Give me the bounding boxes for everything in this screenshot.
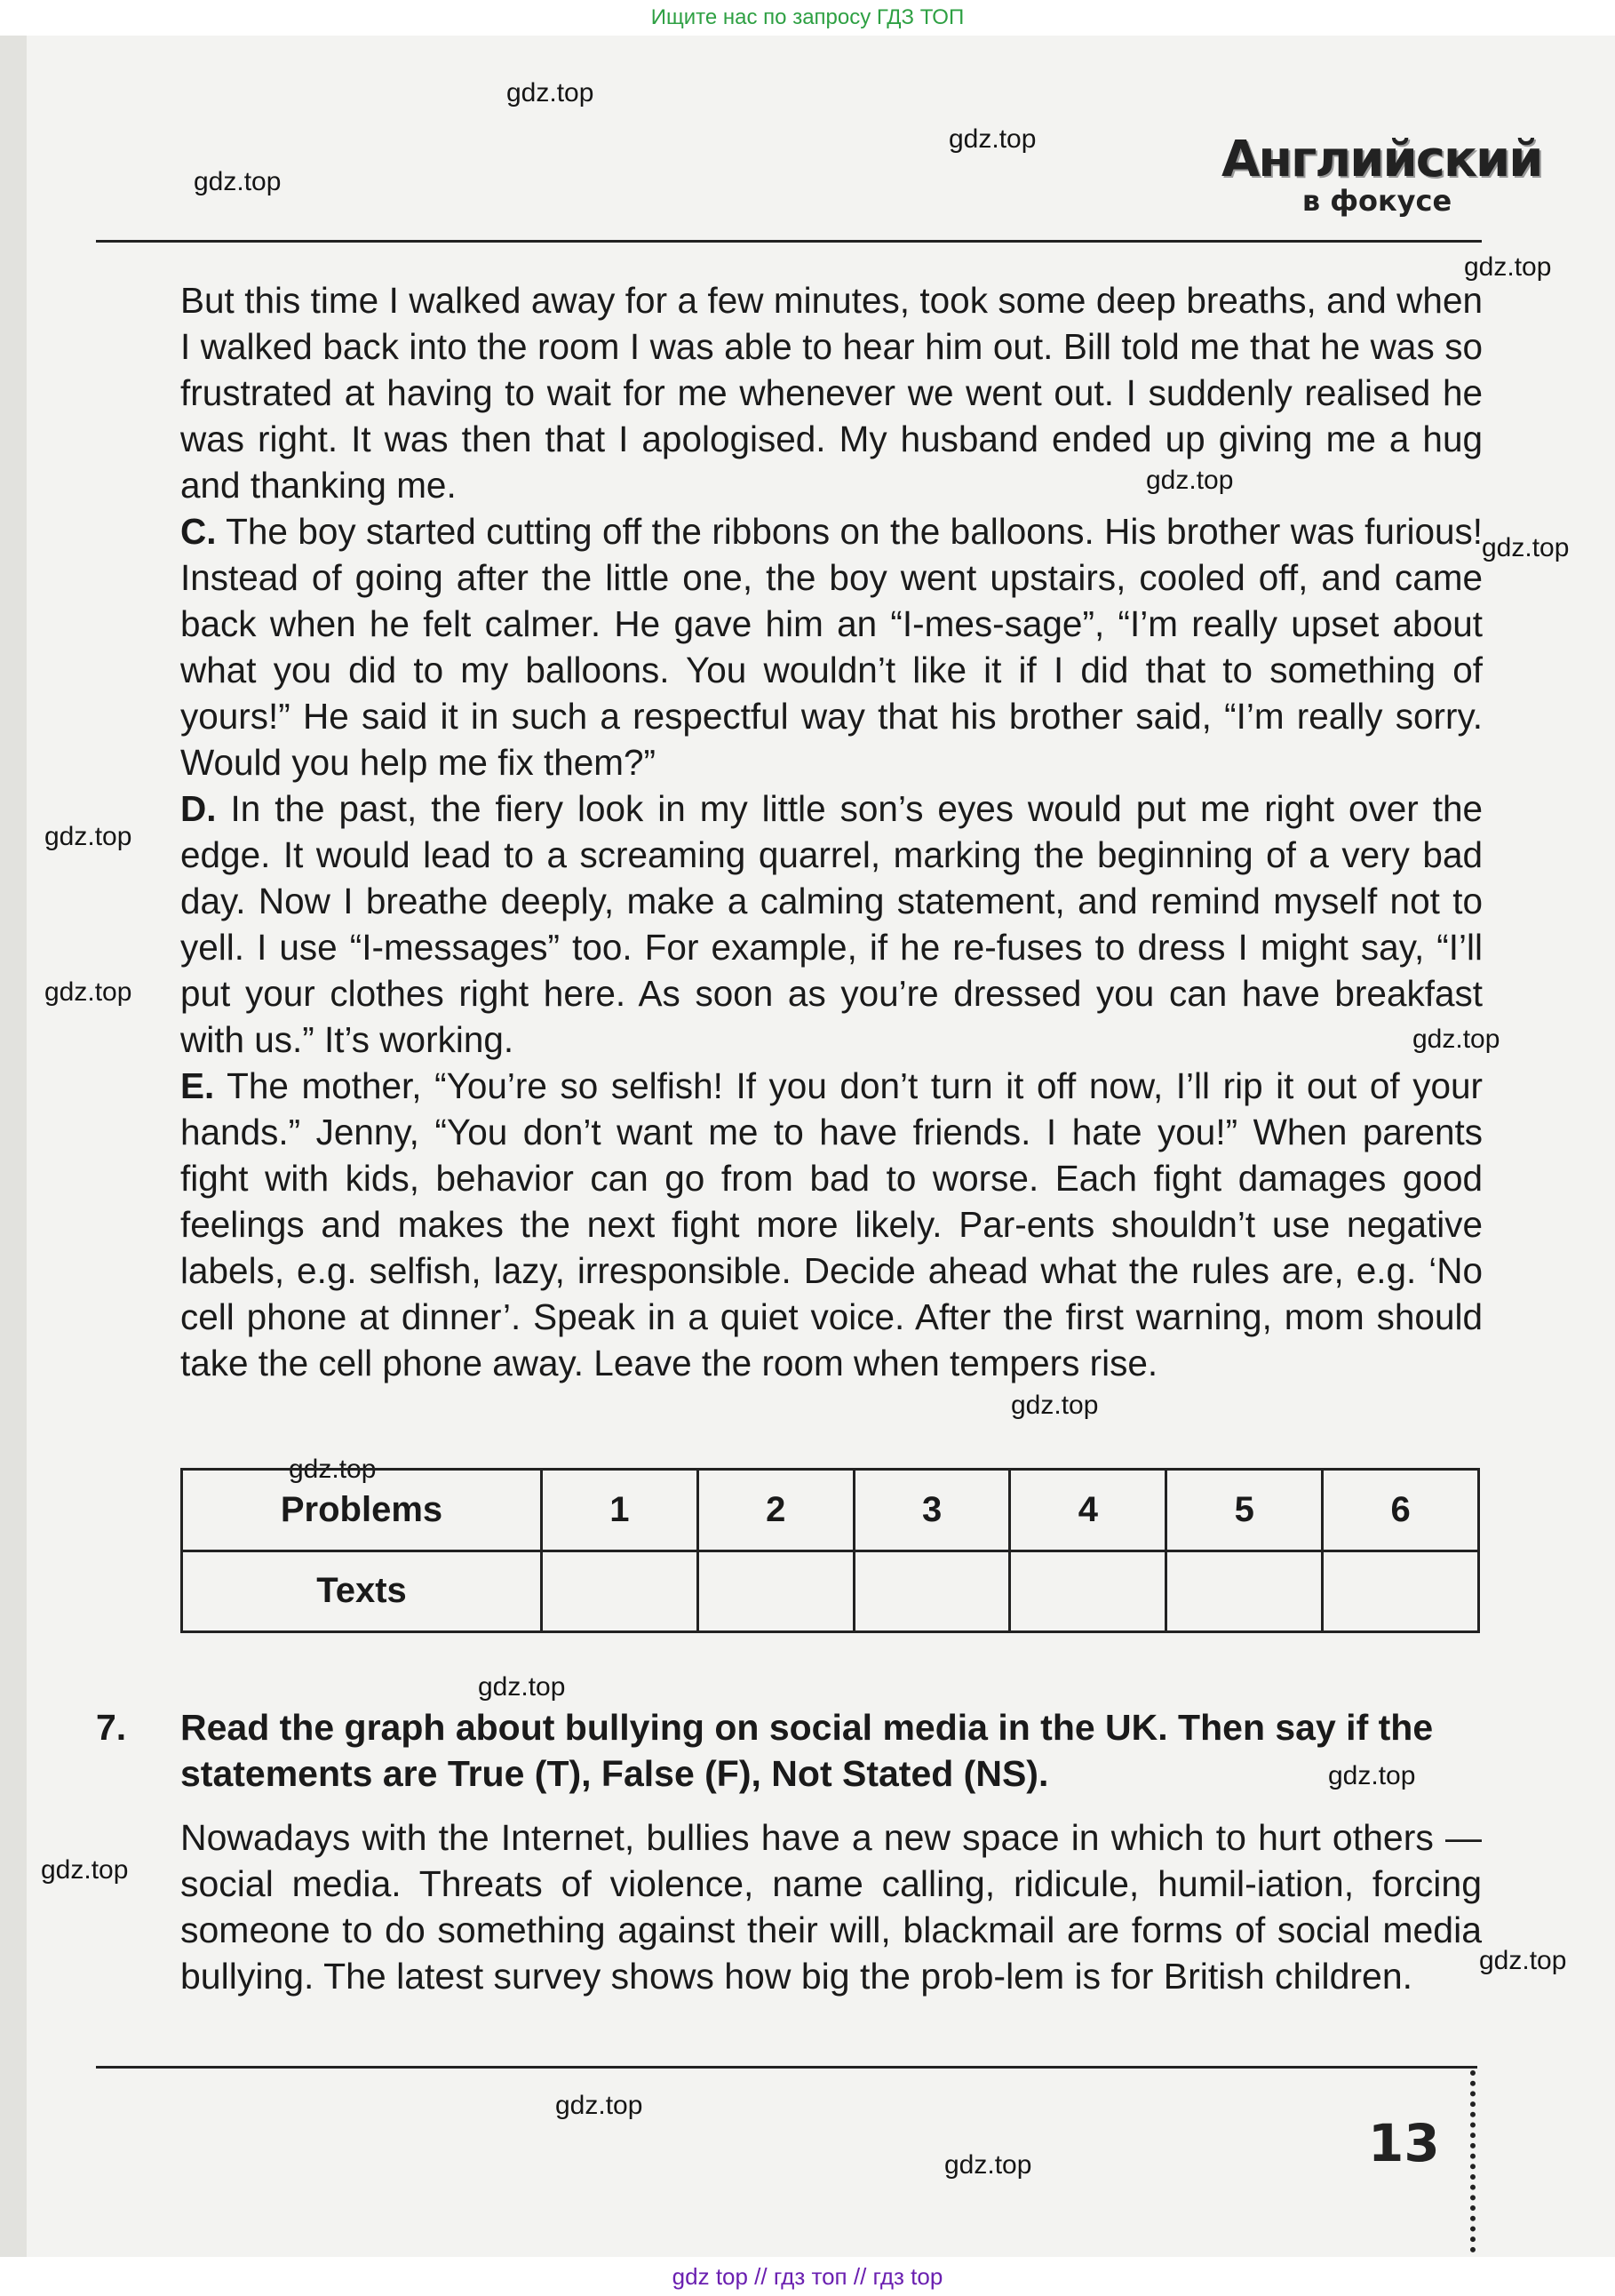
watermark: gdz.top bbox=[506, 78, 594, 108]
answer-cell[interactable] bbox=[697, 1551, 854, 1632]
reading-text bbox=[180, 277, 1483, 1386]
column-header: 2 bbox=[697, 1470, 854, 1551]
watermark: gdz.top bbox=[1328, 1761, 1416, 1790]
column-header: 4 bbox=[1010, 1470, 1166, 1551]
answer-cell[interactable] bbox=[1323, 1551, 1479, 1632]
watermark: gdz.top bbox=[1464, 252, 1552, 282]
answer-cell[interactable] bbox=[1166, 1551, 1323, 1632]
paragraph-c-label: C. bbox=[180, 511, 217, 552]
watermark: gdz.top bbox=[1011, 1391, 1099, 1420]
paragraph-d bbox=[180, 785, 1483, 1063]
table-row-problems bbox=[182, 1470, 1479, 1551]
watermark: gdz.top bbox=[944, 2150, 1032, 2180]
answer-cell[interactable] bbox=[854, 1551, 1010, 1632]
watermark: gdz.top bbox=[478, 1672, 566, 1702]
answer-cell[interactable] bbox=[1010, 1551, 1166, 1632]
row-label-texts: Texts bbox=[182, 1551, 542, 1632]
watermark: gdz.top bbox=[194, 167, 282, 196]
watermark: gdz.top bbox=[1146, 466, 1234, 495]
watermark: gdz.top bbox=[1482, 533, 1570, 562]
watermark: gdz.top bbox=[949, 124, 1037, 154]
page-number: 13 bbox=[1368, 2113, 1440, 2173]
header-rule bbox=[96, 240, 1482, 243]
paragraph-e bbox=[180, 1063, 1483, 1386]
column-header: 1 bbox=[542, 1470, 698, 1551]
paragraph-e-label: E. bbox=[180, 1065, 215, 1106]
watermark: gdz.top bbox=[1412, 1024, 1500, 1054]
paragraph-intro: But this time I walked away for a few minutes, took some deep breaths, and when I walked back into the room I was able to hear him out. Bill told me that he was so frustrated at having to wait for me whenever we went out. I suddenly realised he was right. It was then that I apologised. My husband ended up giving me a hug and thanking me. bbox=[180, 280, 1483, 506]
task-instruction: Read the graph about bullying on social media in the UK. Then say if the statements are True (T), False (F), Not Stated (NS). bbox=[180, 1707, 1434, 1794]
paragraph-c bbox=[180, 508, 1483, 785]
watermark: gdz.top bbox=[1479, 1946, 1567, 1975]
answer-cell[interactable] bbox=[542, 1551, 698, 1632]
table-row-texts bbox=[182, 1551, 1479, 1632]
footer-rule bbox=[96, 2066, 1477, 2069]
watermark: gdz.top bbox=[44, 822, 132, 851]
dotted-edge bbox=[1470, 2070, 1483, 2252]
paragraph-d-label: D. bbox=[180, 788, 217, 829]
bottom-banner[interactable]: gdz top // гдз топ // гдз top bbox=[0, 2257, 1615, 2296]
series-logo bbox=[1221, 131, 1542, 218]
paragraph-c-text: The boy started cutting off the ribbons on the balloons. His brother was furious! Instead of going after the little one, the boy went upstairs, cooled off, and came back when he felt calmer. He gave him an “I-mes-sage”, “I’m really upset about what you did to my balloons. You wouldn’t like it if I did that to something of yours!” He said it in such a respectful way that his brother said, “I’m really sorry. Would you help me fix them?” bbox=[180, 511, 1483, 783]
task-number: 7. bbox=[96, 1707, 127, 1748]
top-banner[interactable]: Ищите нас по запросу ГДЗ ТОП bbox=[650, 5, 965, 29]
watermark: gdz.top bbox=[555, 2091, 643, 2120]
paragraph-e-text: The mother, “You’re so selfish! If you don’t turn it off now, I’ll rip it out of your hands.” Jenny, “You don’t want me to have friends. I hate you!” When parents fight with kids, behavior can go from bad to worse. Each fight damages good feelings and makes the next fight more likely. Par-ents shouldn’t use negative labels, e.g. selfish, lazy, irresponsible. Decide ahead what the rules are, e.g. ‘No cell phone at dinner’. Speak in a quiet voice. After the first warning, mom should take the cell phone away. Leave the room when tempers rise. bbox=[180, 1065, 1483, 1383]
column-header: 3 bbox=[854, 1470, 1010, 1551]
column-header: 6 bbox=[1323, 1470, 1479, 1551]
watermark: gdz.top bbox=[44, 977, 132, 1007]
logo-title: Английский bbox=[1221, 131, 1542, 188]
row-label-problems: Problems bbox=[182, 1470, 542, 1551]
task-body-text: Nowadays with the Internet, bullies have a new space in which to hurt others — social media. Threats of violence, name calling, ridicule, humil-iation, forcing someone to do something against their will, blackmail are forms of social media bullying. The latest survey shows how big the prob-lem is for British children. bbox=[180, 1817, 1482, 1997]
watermark: gdz.top bbox=[41, 1855, 129, 1885]
paragraph-d-text: In the past, the fiery look in my little son’s eyes would put me right over the edge. It would lead to a screaming quarrel, marking the beginning of a very bad day. Now I breathe deeply, make a calming statement, and remind myself not to yell. I use “I-messages” too. For example, if he re-fuses to dress I might say, “I’ll put your clothes right here. As soon as you’re dressed you can have breakfast with us.” It’s working. bbox=[180, 788, 1483, 1060]
watermark: gdz.top bbox=[289, 1455, 377, 1484]
column-header: 5 bbox=[1166, 1470, 1323, 1551]
logo-subtitle: в фокусе bbox=[1301, 184, 1452, 218]
matching-table bbox=[180, 1468, 1480, 1633]
